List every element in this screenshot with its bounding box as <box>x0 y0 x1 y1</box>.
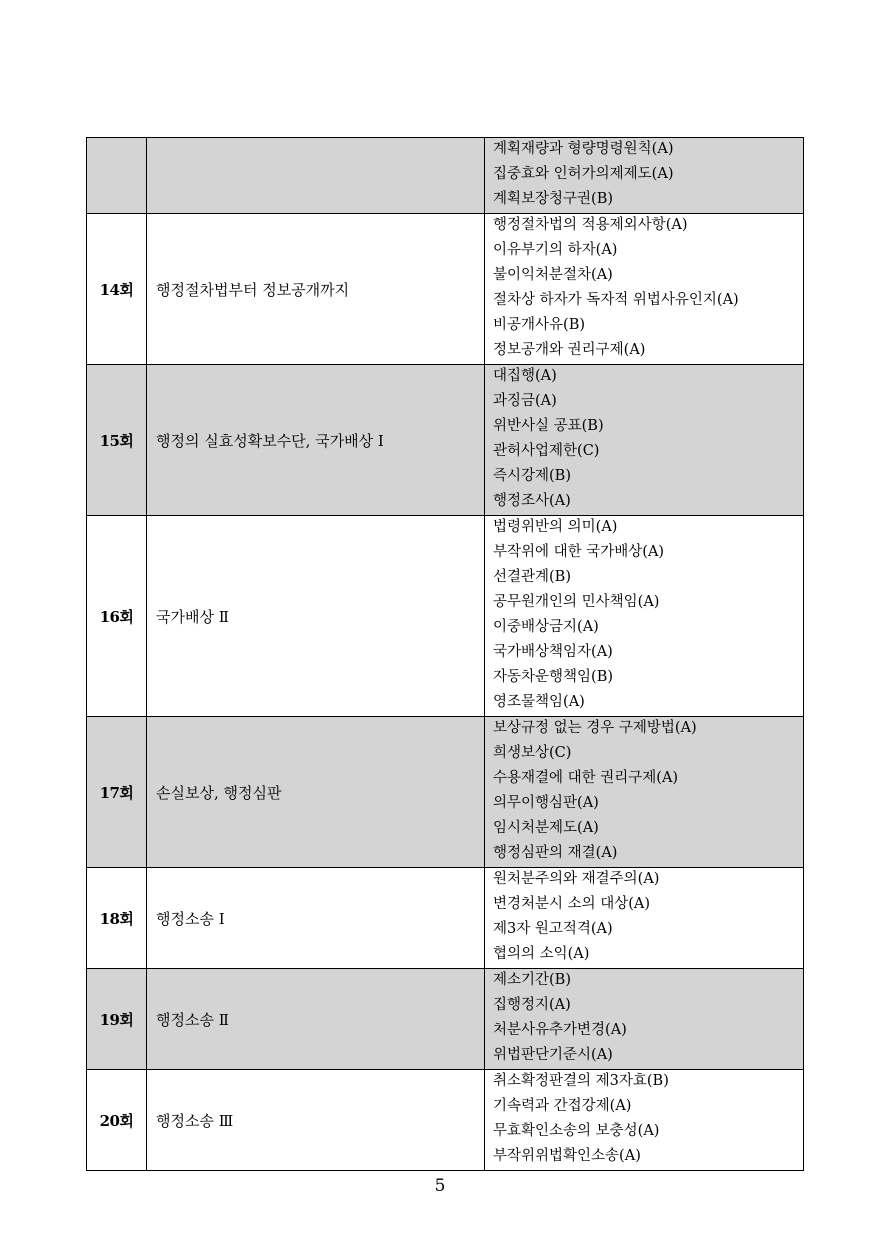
table-row <box>87 717 804 868</box>
topic-item: 관허사업제한(C) <box>493 443 600 459</box>
topic-item: 이유부기의 하자(A) <box>493 242 618 258</box>
topic-item: 비공개사유(B) <box>493 317 586 333</box>
session-title: 행정소송 Ⅲ <box>147 1070 485 1171</box>
session-title: 행정소송 Ⅱ <box>147 969 485 1070</box>
session-number: 15회 <box>87 365 147 516</box>
topic-item: 취소확정판결의 제3자효(B) <box>493 1073 669 1089</box>
topic-item: 국가배상책임자(A) <box>493 644 613 660</box>
topic-item: 자동차운행책임(B) <box>493 669 614 685</box>
session-title: 행정의 실효성확보수단, 국가배상 Ⅰ <box>147 365 485 516</box>
table-row <box>87 365 804 516</box>
topic-item: 법령위반의 의미(A) <box>493 519 618 535</box>
session-number: 17회 <box>87 717 147 868</box>
session-number: 14회 <box>87 214 147 365</box>
topic-item: 희생보상(C) <box>493 745 572 761</box>
topic-item: 변경처분시 소의 대상(A) <box>493 896 651 912</box>
topic-list <box>485 717 804 868</box>
topic-item: 무효확인소송의 보충성(A) <box>493 1123 660 1139</box>
topic-item: 계획보장청구권(B) <box>493 191 614 207</box>
table-row <box>87 1070 804 1171</box>
topic-item: 대집행(A) <box>493 368 557 384</box>
session-title: 행정절차법부터 정보공개까지 <box>147 214 485 365</box>
topic-item: 불이익처분절차(A) <box>493 267 613 283</box>
curriculum-table <box>86 137 804 1171</box>
topic-list <box>485 516 804 717</box>
topic-item: 이중배상금지(A) <box>493 619 599 635</box>
table-row <box>87 969 804 1070</box>
topic-item: 행정심판의 재결(A) <box>493 845 618 861</box>
table-row <box>87 138 804 214</box>
session-number: 19회 <box>87 969 147 1070</box>
session-number: 16회 <box>87 516 147 717</box>
topic-item: 제3자 원고적격(A) <box>493 921 613 937</box>
topic-item: 즉시강제(B) <box>493 468 571 484</box>
table-row <box>87 516 804 717</box>
topic-item: 부작위에 대한 국가배상(A) <box>493 544 665 560</box>
table-row <box>87 868 804 969</box>
session-title: 국가배상 Ⅱ <box>147 516 485 717</box>
topic-item: 절차상 하자가 독자적 위법사유인지(A) <box>493 292 739 308</box>
topic-list <box>485 214 804 365</box>
topic-item: 부작위위법확인소송(A) <box>493 1148 641 1164</box>
topic-item: 위반사실 공표(B) <box>493 418 604 434</box>
topic-item: 보상규정 없는 경우 구제방법(A) <box>493 720 697 736</box>
topic-list <box>485 365 804 516</box>
topic-list <box>485 1070 804 1171</box>
topic-item: 원처분주의와 재결주의(A) <box>493 871 660 887</box>
session-number: 20회 <box>87 1070 147 1171</box>
topic-item: 기속력과 간접강제(A) <box>493 1098 632 1114</box>
topic-item: 영조물책임(A) <box>493 694 585 710</box>
topic-item: 행정조사(A) <box>493 493 571 509</box>
topic-item: 과징금(A) <box>493 393 557 409</box>
topic-item: 수용재결에 대한 권리구제(A) <box>493 770 679 786</box>
topic-item: 임시처분제도(A) <box>493 820 599 836</box>
topic-item: 의무이행심판(A) <box>493 795 599 811</box>
topic-item: 처분사유추가변경(A) <box>493 1022 627 1038</box>
topic-item: 선결관계(B) <box>493 569 571 585</box>
topic-item: 집중효와 인허가의제제도(A) <box>493 166 674 182</box>
topic-item: 행정절차법의 적용제외사항(A) <box>493 217 688 233</box>
session-title <box>147 138 485 214</box>
topic-item: 집행정지(A) <box>493 997 571 1013</box>
topic-list <box>485 138 804 214</box>
topic-item: 계획재량과 형량명령원칙(A) <box>493 141 674 157</box>
topic-item: 공무원개인의 민사책임(A) <box>493 594 660 610</box>
topic-item: 위법판단기준시(A) <box>493 1047 613 1063</box>
topic-item: 협의의 소익(A) <box>493 946 590 962</box>
topic-item: 제소기간(B) <box>493 972 571 988</box>
table-row <box>87 214 804 365</box>
session-number <box>87 138 147 214</box>
session-title: 행정소송 Ⅰ <box>147 868 485 969</box>
page-number: 5 <box>434 1176 446 1196</box>
session-title: 손실보상, 행정심판 <box>147 717 485 868</box>
session-number: 18회 <box>87 868 147 969</box>
topic-item: 정보공개와 권리구제(A) <box>493 342 646 358</box>
topic-list <box>485 868 804 969</box>
topic-list <box>485 969 804 1070</box>
